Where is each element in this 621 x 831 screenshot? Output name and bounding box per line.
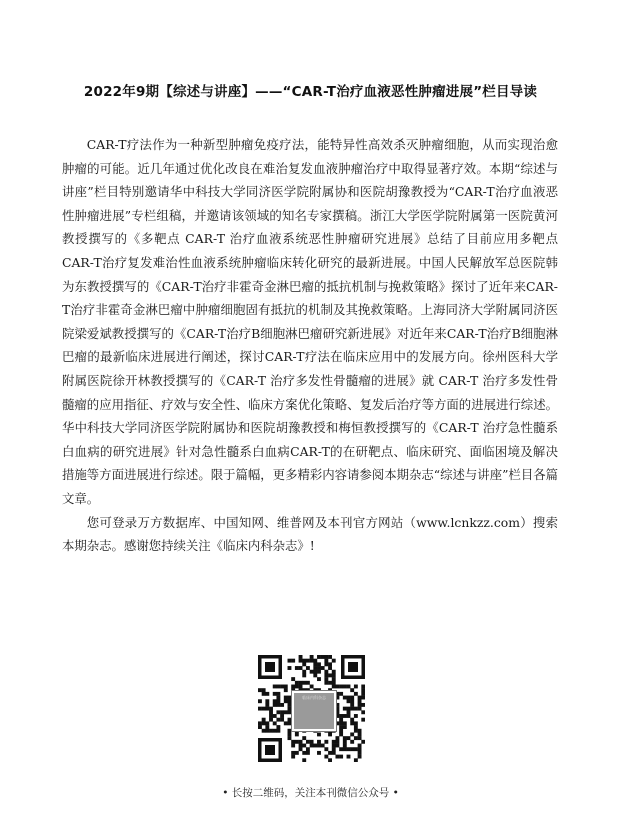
qr-module: [332, 685, 336, 689]
qr-module: [317, 732, 321, 736]
qr-module: [354, 729, 358, 733]
qr-module: [291, 740, 295, 744]
qr-module: [313, 662, 317, 666]
qr-module: [358, 755, 362, 759]
qr-module: [299, 685, 303, 689]
qr-module: [273, 685, 277, 689]
qr-module: [354, 725, 358, 729]
qr-module: [317, 740, 321, 744]
qr-module: [306, 659, 310, 663]
qr-module: [317, 662, 321, 666]
qr-module: [361, 703, 365, 707]
qr-module: [288, 729, 292, 733]
qr-module: [262, 718, 266, 722]
qr-module: [302, 673, 306, 677]
qr-module: [324, 673, 328, 677]
qr-module: [358, 696, 362, 700]
qr-module: [291, 751, 295, 755]
qr-module: [347, 714, 351, 718]
qr-module: [328, 655, 332, 659]
qr-module: [310, 655, 314, 659]
page-title: 2022年9期【综述与讲座】——“CAR-T治疗血液恶性肿瘤进展”栏目导读: [83, 84, 538, 100]
qr-module: [258, 725, 262, 729]
qr-module: [288, 710, 292, 714]
qr-module: [335, 685, 339, 689]
qr-module: [288, 736, 292, 740]
qr-module: [354, 747, 358, 751]
qr-module: [347, 696, 351, 700]
qr-module: [339, 755, 343, 759]
qr-module: [343, 736, 347, 740]
qr-module: [335, 721, 339, 725]
qr-module: [284, 699, 288, 703]
qr-module: [276, 703, 280, 707]
qr-module: [299, 655, 303, 659]
qr-module: [347, 747, 351, 751]
qr-module: [280, 710, 284, 714]
qr-module: [347, 710, 351, 714]
qr-module: [299, 681, 303, 685]
qr-module: [306, 747, 310, 751]
qr-module: [350, 721, 354, 725]
wechat-qr-code[interactable]: [258, 655, 365, 762]
qr-module: [328, 666, 332, 670]
qr-module: [324, 655, 328, 659]
qr-module: [339, 729, 343, 733]
qr-module: [313, 670, 317, 674]
qr-module: [276, 710, 280, 714]
qr-module: [273, 699, 277, 703]
qr-module: [306, 740, 310, 744]
qr-module: [299, 666, 303, 670]
qr-module: [265, 699, 269, 703]
qr-module: [324, 755, 328, 759]
qr-module: [335, 703, 339, 707]
qr-module: [354, 721, 358, 725]
qr-module: [343, 696, 347, 700]
qr-module: [276, 725, 280, 729]
qr-module: [339, 718, 343, 722]
qr-module: [302, 758, 306, 762]
qr-module: [313, 659, 317, 663]
qr-module: [324, 659, 328, 663]
qr-module: [324, 740, 328, 744]
qr-module: [354, 707, 358, 711]
qr-module: [358, 751, 362, 755]
qr-module: [269, 707, 273, 711]
qr-module: [350, 699, 354, 703]
qr-module: [313, 744, 317, 748]
qr-module: [299, 659, 303, 663]
qr-module: [358, 744, 362, 748]
qr-module: [317, 655, 321, 659]
qr-caption: • 长按二维码，关注本刊微信公众号 •: [222, 787, 399, 799]
qr-module: [332, 677, 336, 681]
qr-module: [310, 740, 314, 744]
qr-module: [276, 718, 280, 722]
qr-module: [265, 725, 269, 729]
qr-module: [280, 714, 284, 718]
qr-module: [269, 714, 273, 718]
qr-module: [262, 721, 266, 725]
qr-logo: [292, 691, 336, 731]
qr-module: [306, 681, 310, 685]
qr-module: [347, 736, 351, 740]
qr-module: [350, 703, 354, 707]
qr-module: [335, 696, 339, 700]
qr-module: [321, 655, 325, 659]
qr-module: [280, 718, 284, 722]
qr-module: [332, 751, 336, 755]
qr-module: [324, 677, 328, 681]
qr-module: [265, 707, 269, 711]
qr-module: [295, 751, 299, 755]
qr-module: [335, 714, 339, 718]
qr-module: [335, 692, 339, 696]
qr-module: [269, 718, 273, 722]
qr-module: [284, 685, 288, 689]
qr-module: [328, 673, 332, 677]
qr-module: [347, 707, 351, 711]
qr-module: [324, 747, 328, 751]
qr-module: [291, 677, 295, 681]
qr-module: [262, 729, 266, 733]
qr-module: [302, 736, 306, 740]
qr-module: [358, 729, 362, 733]
qr-module: [262, 692, 266, 696]
qr-module: [335, 744, 339, 748]
qr-module: [276, 692, 280, 696]
qr-module: [332, 659, 336, 663]
qr-module: [350, 696, 354, 700]
qr-module: [291, 744, 295, 748]
qr-module: [310, 659, 314, 663]
qr-module: [361, 692, 365, 696]
qr-module: [354, 758, 358, 762]
qr-module: [291, 685, 295, 689]
qr-module: [328, 758, 332, 762]
qr-module: [332, 673, 336, 677]
qr-module: [317, 751, 321, 755]
qr-module: [343, 747, 347, 751]
qr-module: [302, 681, 306, 685]
qr-module: [302, 659, 306, 663]
qr-module: [343, 721, 347, 725]
qr-module: [302, 751, 306, 755]
qr-module: [339, 692, 343, 696]
qr-module: [361, 740, 365, 744]
qr-module: [328, 681, 332, 685]
paragraph-access: 您可登录万方数据库、中国知网、维普网及本刊官方网站（www.lcnkzz.com）搜索本期杂志。感谢您持续关注《临床内科杂志》!: [62, 514, 558, 554]
qr-module: [335, 755, 339, 759]
qr-module: [324, 681, 328, 685]
qr-module: [288, 696, 292, 700]
qr-module: [335, 710, 339, 714]
qr-module: [295, 740, 299, 744]
qr-module: [288, 659, 292, 663]
qr-module: [328, 732, 332, 736]
qr-module: [299, 744, 303, 748]
qr-module: [321, 666, 325, 670]
qr-module: [354, 736, 358, 740]
qr-module: [310, 744, 314, 748]
qr-module: [354, 714, 358, 718]
paragraph-intro: CAR-T疗法作为一种新型肿瘤免疫疗法，能特异性高效杀灭肿瘤细胞，从而实现治愈肿瘤的可能。近几年通过优化改良在难治复发血液肿瘤治疗中取得显著疗效。本期“综述与讲座”栏目特别邀请华中科技大学同济医学院附属协和医院胡豫教授为“CAR-T治疗血液恶性肿瘤进展”专栏组稿，并邀请该领域的知名专家撰稿。浙江大学医学院附属第一医院黄河教授撰写的《多靶点 CAR-T 治疗血液系统恶性肿瘤研究进展》总结了目前应用多靶点 CAR-T治疗复发难治性血液系统肿瘤临床转化研究的最新进展。中国人民解放军总医院韩为东教授撰写的《CAR-T治疗非霍奇金淋巴瘤的抵抗机制与挽救策略》探讨了近年来CAR-T治疗非霍奇金淋巴瘤中肿瘤细胞固有抵抗的机制及其挽救策略。上海同济大学附属同济医院梁爱斌教授撰写的《CAR-T治疗B细胞淋巴瘤研究新进展》对近年来CAR-T治疗B细胞淋巴瘤的最新临床进展进行阐述，探讨CAR-T疗法在临床应用中的发展方向。徐州医科大学附属医院徐开林教授撰写的《CAR-T 治疗多发性骨髓瘤的进展》就 CAR-T 治疗多发性骨髓瘤的应用指征、疗效与安全性、临床方案优化策略、复发后治疗等方面的进展进行综述。华中科技大学同济医学院附属协和医院胡豫教授和梅恒教授撰写的《CAR-T 治疗急性髓系白血病的研究进展》针对急性髓系白血病CAR-T的在研靶点、临床研究、面临困境及解决措施等方面进展进行综述。限于篇幅，更多精彩内容请参阅本期杂志“综述与讲座”栏目各篇文章。: [62, 137, 558, 506]
qr-module: [354, 685, 358, 689]
qr-module: [302, 744, 306, 748]
qr-module: [284, 696, 288, 700]
qr-module: [313, 666, 317, 670]
qr-module: [295, 666, 299, 670]
qr-module: [332, 681, 336, 685]
qr-module: [332, 740, 336, 744]
qr-module: [332, 747, 336, 751]
qr-module: [273, 692, 277, 696]
qr-module: [288, 703, 292, 707]
qr-module: [306, 751, 310, 755]
qr-module: [288, 721, 292, 725]
qr-module: [276, 696, 280, 700]
qr-module: [347, 755, 351, 759]
qr-module: [276, 685, 280, 689]
qr-module: [276, 729, 280, 733]
qr-module: [299, 747, 303, 751]
qr-module: [258, 707, 262, 711]
qr-module: [295, 681, 299, 685]
qr-module: [313, 673, 317, 677]
qr-module: [361, 688, 365, 692]
qr-module: [350, 732, 354, 736]
qr-module: [295, 732, 299, 736]
qr-module: [328, 662, 332, 666]
qr-module: [343, 744, 347, 748]
qr-module: [358, 703, 362, 707]
qr-module: [332, 744, 336, 748]
qr-module: [343, 714, 347, 718]
qr-module: [265, 703, 269, 707]
qr-module: [306, 666, 310, 670]
qr-module: [339, 725, 343, 729]
qr-module: [347, 699, 351, 703]
qr-module: [280, 703, 284, 707]
qr-module: [339, 747, 343, 751]
qr-module: [350, 718, 354, 722]
qr-module: [335, 707, 339, 711]
qr-module: [324, 662, 328, 666]
qr-module: [269, 710, 273, 714]
qr-module: [291, 755, 295, 759]
qr-module: [350, 707, 354, 711]
qr-module: [288, 718, 292, 722]
qr-module: [258, 699, 262, 703]
qr-module: [273, 714, 277, 718]
qr-module: [299, 740, 303, 744]
qr-module: [361, 696, 365, 700]
qr-module: [339, 685, 343, 689]
qr-module: [258, 721, 262, 725]
qr-module: [265, 692, 269, 696]
qr-module: [358, 699, 362, 703]
qr-module: [343, 740, 347, 744]
qr-module: [269, 729, 273, 733]
qr-module: [288, 666, 292, 670]
qr-module: [310, 670, 314, 674]
qr-module: [288, 732, 292, 736]
article-body: [62, 133, 558, 558]
qr-module: [288, 699, 292, 703]
qr-module: [332, 670, 336, 674]
qr-module: [262, 688, 266, 692]
qr-module: [350, 747, 354, 751]
qr-module: [339, 714, 343, 718]
qr-module: [258, 688, 262, 692]
qr-module: [265, 729, 269, 733]
qr-module: [273, 703, 277, 707]
qr-module: [339, 721, 343, 725]
qr-module: [350, 688, 354, 692]
qr-module: [347, 685, 351, 689]
qr-module: [361, 710, 365, 714]
qr-module: [295, 685, 299, 689]
qr-module: [328, 751, 332, 755]
qr-module: [262, 707, 266, 711]
qr-module: [310, 685, 314, 689]
qr-module: [317, 744, 321, 748]
qr-module: [343, 707, 347, 711]
qr-module: [276, 699, 280, 703]
qr-module: [273, 721, 277, 725]
qr-module: [358, 736, 362, 740]
qr-module: [317, 670, 321, 674]
qr-module: [335, 736, 339, 740]
qr-module: [273, 729, 277, 733]
qr-logo-label: 临床内科杂志: [302, 695, 326, 700]
qr-module: [284, 688, 288, 692]
qr-module: [361, 685, 365, 689]
qr-module: [317, 677, 321, 681]
qr-module: [280, 685, 284, 689]
qr-module: [324, 670, 328, 674]
qr-module: [302, 662, 306, 666]
qr-module: [284, 721, 288, 725]
qr-module: [343, 725, 347, 729]
qr-module: [358, 732, 362, 736]
qr-module: [358, 707, 362, 711]
qr-module: [321, 744, 325, 748]
qr-module: [350, 740, 354, 744]
qr-module: [291, 659, 295, 663]
qr-module: [358, 747, 362, 751]
qr-module: [343, 685, 347, 689]
qr-module: [265, 721, 269, 725]
qr-module: [288, 707, 292, 711]
qr-module: [361, 718, 365, 722]
qr-module: [302, 670, 306, 674]
qr-module: [339, 732, 343, 736]
qr-module: [317, 666, 321, 670]
qr-module: [284, 710, 288, 714]
qr-module: [335, 740, 339, 744]
qr-module: [354, 692, 358, 696]
